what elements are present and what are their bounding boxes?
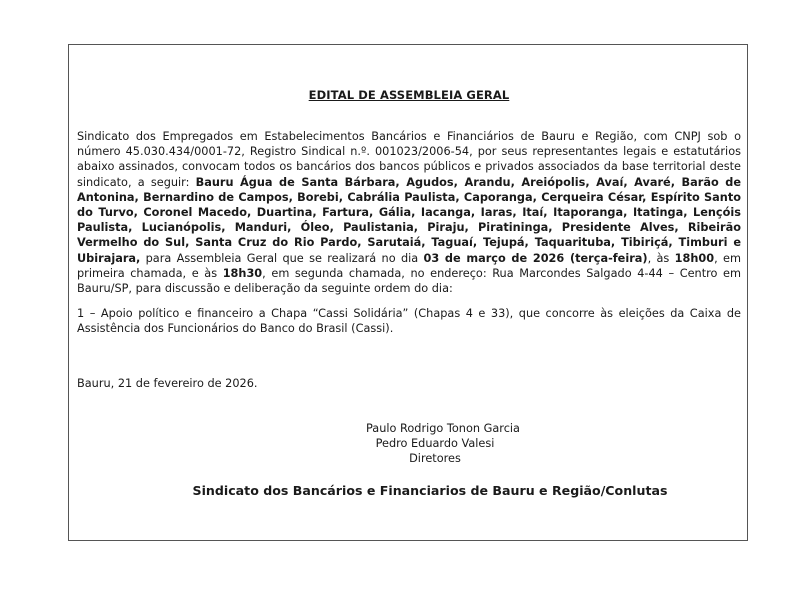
second-call-time: 18h30 <box>222 266 263 280</box>
intro-text: Sindicato dos Empregados em Estabelecimentos Bancários e Financiários de Bauru e Região, com CNPJ sob o número 45.030.434/0001-72, Registro Sindical n.º. 001023/2006-54, por seus representantes legais e estatutários abaixo assinados, convocam todos os bancários dos bancos públicos e privados associados da base territorial deste sindicato, a seguir: <box>77 130 741 189</box>
time-text-2: , em primeira chamada, e às <box>77 251 741 280</box>
notice-title: EDITAL DE ASSEMBLEIA GERAL <box>308 88 510 102</box>
union-name: Sindicato dos Bancários e Financiarios de Bauru e Região/Conlutas <box>192 483 668 498</box>
assembly-text: para Assembleia Geral que se realizará no dia <box>140 251 424 265</box>
signatory-name: Pedro Eduardo Valesi <box>375 437 495 451</box>
signatory-name: Paulo Rodrigo Tonon Garcia <box>366 422 520 435</box>
assembly-date: 03 de março de 2026 (terça-feira) <box>423 251 648 265</box>
place-date: Bauru, 21 de fevereiro de 2026. <box>77 377 258 390</box>
cities-list: Bauru Água de Santa Bárbara, Agudos, Arandu, Areiópolis, Avaí, Avaré, Barão de Antonina, Bernardino de Campos, Borebi, Cabrália Paulista, Caporanga, Cerqueira César, Espírito Santo do Turvo, Coronel Macedo, Duartina, Fartura, Gália, Iacanga, Iaras, Itaí, Itaporanga, Itatinga, Lençóis Paulista, Lucianópolis, Manduri, Óleo, Paulistania, Piraju, Piratininga, Presidente Alves, Ribeirão Vermelho do Sul, Santa Cruz do Rio Pardo, Sarutaiá, Taguaí, Tejupá, Taquarituba, Tibiriçá, Timburi e Ubirajara, <box>77 175 742 265</box>
time-text-1: , às <box>647 251 675 265</box>
first-call-time: 18h00 <box>674 251 715 265</box>
signatories-block <box>69 421 749 467</box>
notice-frame <box>68 44 748 541</box>
convocation-paragraph <box>77 129 741 296</box>
signatory-role: Diretores <box>409 452 461 466</box>
agenda-item: 1 – Apoio político e financeiro a Chapa “Cassi Solidária” (Chapas 4 e 33), que concorre às eleições da Caixa de Assistência dos Funcionários do Banco do Brasil (Cassi). <box>77 307 741 336</box>
closing-text: , em segunda chamada, no endereço: Rua Marcondes Salgado 4-44 – Centro em Bauru/SP, para discussão e deliberação da seguinte ordem do dia: <box>77 266 741 296</box>
